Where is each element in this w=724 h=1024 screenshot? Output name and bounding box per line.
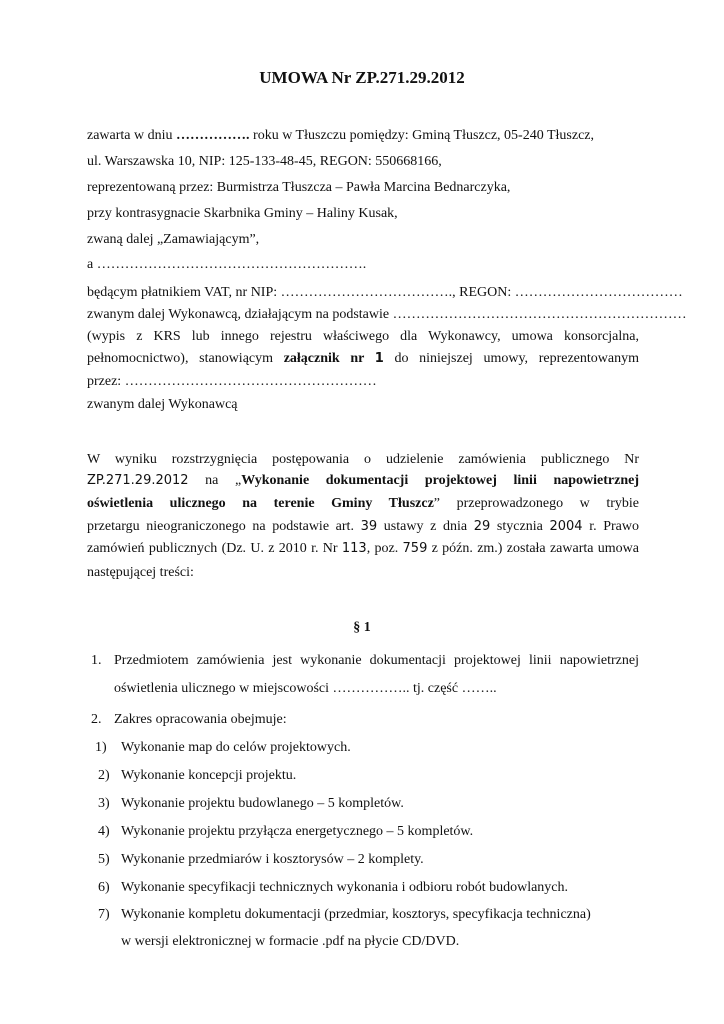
- parties-line-4: przy kontrasygnacie Skarbnika Gminy – Haliny Kusak,: [87, 206, 398, 221]
- text: , poz.: [366, 541, 403, 556]
- text: zawarta w dniu: [87, 128, 177, 143]
- point-1-line-1: Przedmiotem zamówienia jest wykonanie dokumentacji projektowej linii napowietrznej: [114, 653, 639, 668]
- intro-line-1: W wyniku rozstrzygnięcia postępowania o udzielenie zamówienia publicznego Nr: [87, 452, 639, 467]
- parties-line-3: reprezentowaną przez: Burmistrza Tłuszcza – Pawła Marcina Bednarczyka,: [87, 180, 511, 195]
- text: roku w Tłuszczu pomiędzy: Gminą Tłuszcz, 05-240 Tłuszcz,: [249, 128, 595, 143]
- item-3-number: 3): [98, 796, 110, 811]
- point-1-line-2: oświetlenia ulicznego w miejscowości …………….. tj. część ……..: [114, 681, 497, 696]
- parties-line-12: zwanym dalej Wykonawcą: [87, 397, 238, 412]
- attachment-label: załącznik nr: [283, 351, 375, 366]
- text: przetargu nieograniczonego na podstawie art.: [87, 519, 361, 534]
- parties-line-6: a ………………………………………………….: [87, 257, 367, 272]
- parties-line-10: [87, 350, 639, 368]
- item-7-number: 7): [98, 907, 110, 922]
- item-2-text: Wykonanie koncepcji projektu.: [121, 768, 297, 783]
- item-1-number: 1): [95, 740, 107, 755]
- item-1-text: Wykonanie map do celów projektowych.: [121, 740, 351, 755]
- item-4-text: Wykonanie projektu przyłącza energetycznego – 5 kompletów.: [121, 824, 474, 839]
- position-number: 759: [402, 541, 428, 556]
- point-2-number: 2.: [91, 712, 102, 727]
- intro-line-6: następującej treści:: [87, 565, 194, 580]
- parties-line-2: ul. Warszawska 10, NIP: 125-133-48-45, REGON: 550668166,: [87, 154, 442, 169]
- parties-line-7: będącym płatnikiem VAT, nr NIP: ………………………………., REGON: ………………………………: [87, 285, 683, 300]
- project-name-part-1: Wykonanie dokumentacji projektowej linii napowietrznej: [241, 473, 639, 488]
- item-6-number: 6): [98, 880, 110, 895]
- text: z późn. zm.) została zawarta umowa: [427, 541, 639, 556]
- contract-title: UMOWA Nr ZP.271.29.2012: [259, 68, 465, 87]
- intro-line-5: [87, 540, 639, 558]
- item-2-number: 2): [98, 768, 110, 783]
- text: pełnomocnictwo), stanowiącym: [87, 351, 284, 366]
- attachment-number: 1: [374, 351, 384, 366]
- item-6-text: Wykonanie specyfikacji technicznych wykonania i odbioru robót budowlanych.: [121, 880, 569, 895]
- intro-line-3: [87, 495, 639, 513]
- item-7-text: Wykonanie kompletu dokumentacji (przedmiar, kosztorys, specyfikacja techniczna): [121, 907, 591, 922]
- parties-line-9: (wypis z KRS lub innego rejestru właściwego dla Wykonawcy, umowa konsorcjalna,: [87, 329, 639, 344]
- year-number: 2004: [549, 519, 583, 534]
- tender-number: ZP.271.29.2012: [87, 473, 189, 488]
- text: zamówień publicznych (Dz. U. z 2010 r. Nr: [87, 541, 342, 556]
- item-3-text: Wykonanie projektu budowlanego – 5 kompletów.: [121, 796, 404, 811]
- parties-line-5: zwaną dalej „Zamawiającym”,: [87, 232, 260, 247]
- project-name-part-2: oświetlenia ulicznego na terenie Gminy Tłuszcz: [87, 496, 434, 511]
- parties-line-11: przez: ………………………………………………: [87, 374, 377, 389]
- parties-line-1: [87, 127, 594, 145]
- text: ustawy z dnia: [377, 519, 474, 534]
- item-5-text: Wykonanie przedmiarów i kosztorysów – 2 komplety.: [121, 852, 424, 867]
- item-5-number: 5): [98, 852, 110, 867]
- parties-line-8: zwanym dalej Wykonawcą, działającym na podstawie ………………………………………………………: [87, 307, 687, 322]
- text: do niniejszej umowy, reprezentowanym: [383, 351, 639, 366]
- text: ” przeprowadzonego w trybie: [433, 496, 640, 511]
- text: na „: [188, 473, 242, 488]
- journal-number: 113: [341, 541, 367, 556]
- intro-line-4: [87, 518, 639, 536]
- date-blank: …………….: [176, 128, 250, 143]
- text: stycznia: [490, 519, 550, 534]
- day-number: 29: [473, 519, 491, 534]
- point-2-text: Zakres opracowania obejmuje:: [114, 712, 287, 727]
- text: r. Prawo: [582, 519, 640, 534]
- section-heading: § 1: [353, 620, 371, 635]
- item-7-text-line-2: w wersji elektronicznej w formacie .pdf na płycie CD/DVD.: [121, 934, 460, 949]
- point-1-number: 1.: [91, 653, 102, 668]
- intro-line-2: [87, 472, 639, 490]
- article-number: 39: [360, 519, 378, 534]
- item-4-number: 4): [98, 824, 110, 839]
